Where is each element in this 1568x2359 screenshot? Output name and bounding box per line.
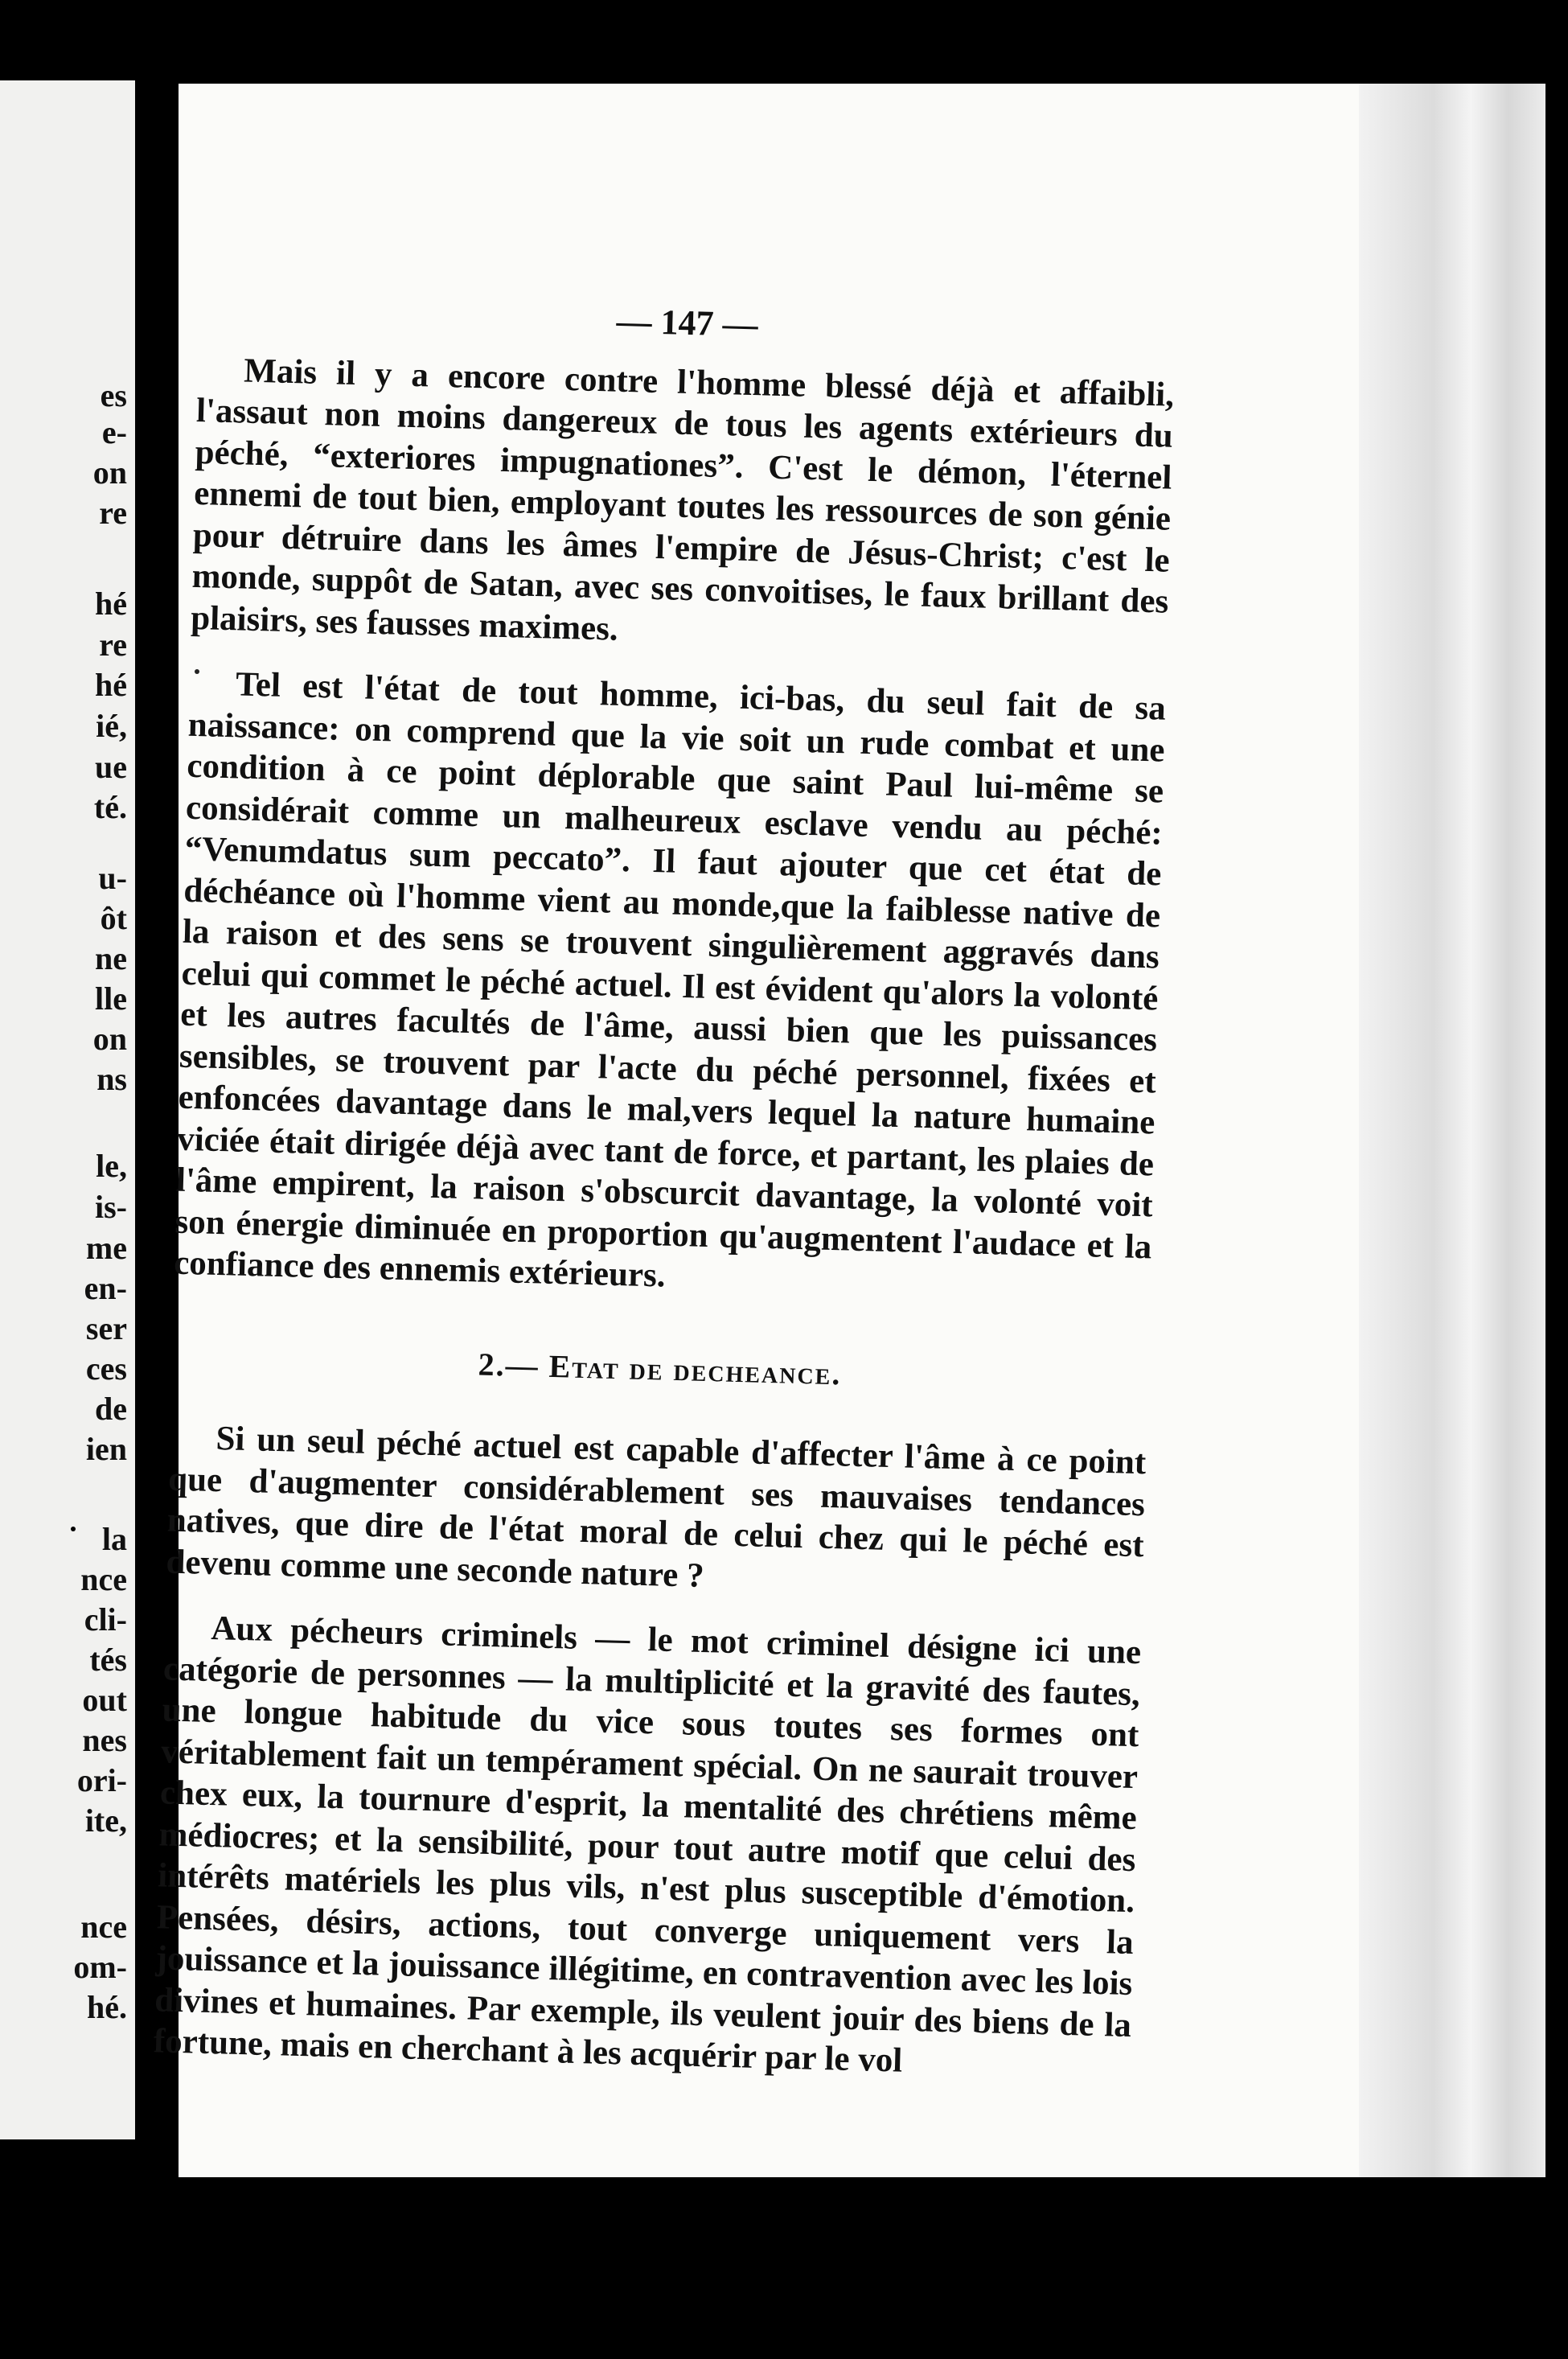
page-edge-stack (1359, 84, 1545, 2177)
left-text-fragment: ser (85, 1310, 127, 1346)
left-page-margin (0, 80, 135, 2139)
left-text-fragment: la (101, 1521, 127, 1557)
gutter-speck (71, 1527, 76, 1531)
left-text-fragment: ori- (76, 1762, 127, 1798)
left-text-fragment: le, (96, 1148, 127, 1184)
left-text-fragment: es (100, 377, 127, 413)
left-text-fragment: hé (95, 586, 127, 622)
left-text-fragment: u- (98, 860, 127, 896)
left-text-fragment: cli- (84, 1601, 127, 1638)
left-text-fragment: de (95, 1391, 127, 1427)
paragraph: Tel est l'état de tout homme, ici-bas, du seul fait de sa naissance: on comprend que la vie soit un rude combat et une condition à ce point déplorable que saint Paul lui-même se considérait comme un malheureux esclave vendu au péché: “Venumdatus sum peccato”. Il faut ajouter que cet état de déchéance où l'homme vient au monde,que la faiblesse native de la raison et des sens se trouvent singulièrement aggravés dans celui qui commet le péché actuel. Il est évident qu'alors la volonté et les autres facultés de l'âme, aussi bien que les puissances sensibles, se trouvent par l'acte du péché personnel, fixées et enfoncées davantage dans le mal,vers lequel la nature humaine viciée était dirigée déjà avec tant de force, et partant, les plaies de l'âme empirent, la raison s'obscurcit davantage, la volonté voit son énergie diminuée en proportion qu'augmentent l'audace et la confiance des ennemis extérieurs. (173, 665, 1167, 1295)
left-text-fragment: hé. (87, 1989, 127, 2025)
left-text-fragment: on (92, 1021, 127, 1057)
left-text-fragment: out (82, 1682, 127, 1718)
page-text-block (153, 290, 1176, 2088)
left-text-fragment: ns (96, 1061, 127, 1097)
left-text-fragment: tés (89, 1642, 127, 1678)
paragraph: Si un seul péché actuel est capable d'affecter l'âme à ce point que d'augmenter considérablement ses mauvaises tendances natives, que dire de l'état moral de celui chez qui le péché est devenu comme une seconde nature ? (165, 1420, 1147, 1595)
left-text-fragment: hé (95, 667, 127, 703)
left-text-fragment: en- (84, 1270, 127, 1306)
left-text-fragment: nce (80, 1561, 127, 1597)
paragraph: Mais il y a encore contre l'homme blessé déjà et affaibli, l'assaut non moins dangereux de tous les agents extérieurs du péché, “exteriores impugnationes”. C'est le démon, l'éternel ennemi de tout bien, employant toutes les ressources de son génie pour détruire dans les âmes l'empire de Jésus-Christ; c'est le monde, suppôt de Satan, avec ses convoitises, le faux brillant des plaisirs, ses fausses maximes. (190, 351, 1175, 648)
left-text-fragment: me (85, 1230, 127, 1266)
left-text-fragment: ôt (100, 900, 127, 936)
left-text-fragment: is- (95, 1189, 127, 1225)
left-text-fragment: ié, (96, 708, 127, 744)
section-heading: 2.— Etat de decheance. (478, 1346, 843, 1391)
left-text-fragment: e- (101, 414, 127, 450)
left-text-fragment: ue (95, 749, 127, 785)
left-text-fragment: re (99, 495, 127, 531)
left-text-fragment: lle (95, 980, 127, 1017)
left-text-fragment: ien (85, 1431, 127, 1467)
left-text-fragment: ite, (84, 1802, 127, 1839)
left-text-fragment: ces (85, 1350, 127, 1387)
left-text-fragment: nes (82, 1722, 127, 1758)
page-number: — 147 — (616, 301, 759, 345)
left-text-fragment: té. (93, 789, 127, 825)
left-text-fragment: ne (95, 940, 127, 976)
left-text-fragment: on (92, 454, 127, 491)
left-text-fragment: nce (80, 1909, 127, 1945)
left-text-fragment: om- (73, 1949, 127, 1985)
paragraph: Aux pécheurs criminels — le mot criminel désigne ici une catégorie de personnes — la multiplicité et la gravité des fautes, une longue habitude du vice sous toutes ses formes ont véritablement fait un tempérament spécial. On ne saurait trouver chex eux, la tournure d'esprit, la mentalité des chrétiens même médiocres; et la sensibilité, pour tout autre motif que celui des intérêts matériels les plus vils, n'est plus susceptible d'émotion. Pensées, désirs, actions, tout converge uniquement vers la jouissance et la jouissance illégitime, en contravention avec les lois divines et humaines. Par exemple, ils veulent jouir des biens de la fortune, mais en cherchant à les acquérir par le vol (153, 1609, 1142, 2080)
left-text-fragment: re (99, 627, 127, 663)
